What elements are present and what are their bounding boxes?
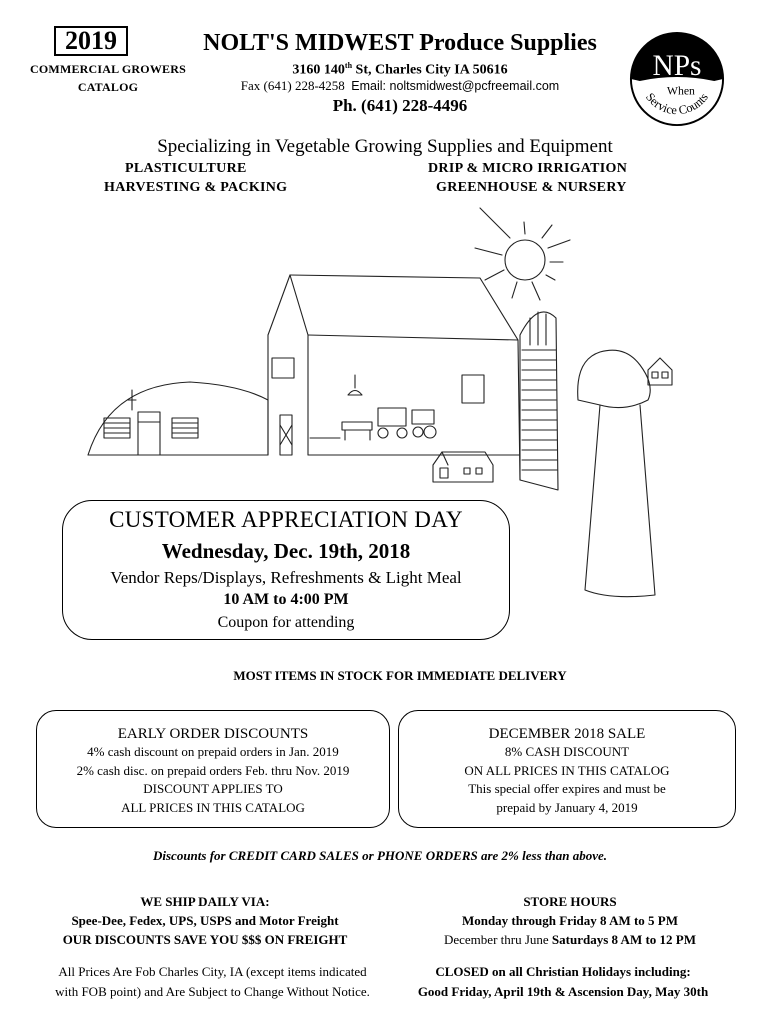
early-order-line: 2% cash disc. on prepaid orders Feb. thru Nov. 2019	[76, 762, 350, 778]
discount-note: Discounts for CREDIT CARD SALES or PHONE ORDERS are 2% less than above.	[153, 848, 607, 863]
december-sale-title: DECEMBER 2018 SALE	[488, 726, 646, 742]
store-hours	[410, 892, 730, 949]
december-sale-line: This special offer expires and must be	[468, 781, 666, 796]
logo-when-text: When	[666, 84, 695, 98]
early-order-line: ALL PRICES IN THIS CATALOG	[121, 799, 305, 815]
greenhouse-drawing	[88, 382, 268, 455]
shipping-info	[20, 892, 390, 949]
logo-arc-text: Service Counts	[643, 90, 711, 118]
fob-notice: All Prices Are Fob Charles City, IA (except items indicated with FOB point) and Are Subject to Change Without Notice.	[55, 964, 370, 999]
catalog-year: 2019	[54, 26, 128, 56]
category-plasticulture: PLASTICULTURE	[125, 161, 247, 176]
small-house-drawing	[648, 358, 672, 385]
event-time: 10 AM to 4:00 PM	[223, 591, 349, 608]
early-order-line: 4% cash discount on prepaid orders in Jan. 2019	[87, 744, 339, 759]
catalog-label-line2: CATALOG	[77, 80, 139, 94]
customer-appreciation-box	[62, 500, 510, 640]
store-hours-weekday: Monday through Friday 8 AM to 5 PM	[461, 913, 679, 928]
silo-drawing	[520, 312, 558, 490]
closed-holidays: CLOSED on all Christian Holidays including: Good Friday, April 19th & Ascension Day, May 30th	[417, 964, 709, 999]
email-address: Email: noltsmidwest@pcfreemail.com	[351, 79, 560, 93]
tree-drawing	[578, 350, 655, 596]
nps-logo	[628, 30, 726, 128]
early-order-line: DISCOUNT APPLIES TO	[143, 781, 283, 796]
barn-drawing	[268, 275, 520, 480]
phone-number: Ph. (641) 228-4496	[332, 96, 468, 115]
category-greenhouse-nursery: GREENHOUSE & NURSERY	[436, 180, 627, 195]
contact-line	[200, 78, 600, 94]
sun-drawing	[475, 208, 570, 300]
december-sale-line: prepaid by January 4, 2019	[496, 799, 638, 815]
specializing-title: Specializing in Vegetable Growing Supplies and Equipment	[157, 136, 613, 157]
stock-notice: MOST ITEMS IN STOCK FOR IMMEDIATE DELIVERY	[233, 668, 567, 683]
event-coupon: Coupon for attending	[217, 614, 355, 631]
event-date: Wednesday, Dec. 19th, 2018	[161, 539, 411, 563]
catalog-label-line1: COMMERCIAL GROWERS	[30, 62, 186, 76]
fax-number: Fax (641) 228-4258	[240, 78, 345, 93]
event-description: Vendor Reps/Displays, Refreshments & Light Meal	[110, 568, 462, 587]
shipping-carriers: Spee-Dee, Fedex, UPS, USPS and Motor Freight	[71, 913, 339, 928]
company-address: 3160 140th St, Charles City IA 50616	[292, 61, 508, 78]
store-hours-title: STORE HOURS	[523, 894, 617, 909]
category-harvesting-packing: HARVESTING & PACKING	[104, 180, 288, 195]
shipping-savings: OUR DISCOUNTS SAVE YOU $$$ ON FREIGHT	[62, 932, 348, 947]
category-drip-irrigation: DRIP & MICRO IRRIGATION	[428, 161, 628, 176]
company-name: NOLT'S MIDWEST Produce Supplies	[203, 30, 597, 56]
december-sale-line: 8% CASH DISCOUNT	[504, 744, 630, 759]
logo-initials: NPs	[652, 50, 702, 83]
shipping-title: WE SHIP DAILY VIA:	[140, 894, 270, 909]
december-sale-box	[398, 710, 736, 828]
december-sale-line: ON ALL PRICES IN THIS CATALOG	[464, 762, 670, 778]
small-barn-drawing	[433, 452, 493, 482]
store-hours-saturday: December thru June Saturdays 8 AM to 12 PM	[443, 932, 697, 947]
event-title: CUSTOMER APPRECIATION DAY	[109, 507, 463, 532]
early-order-title: EARLY ORDER DISCOUNTS	[117, 726, 309, 742]
early-order-discounts-box	[36, 710, 390, 828]
